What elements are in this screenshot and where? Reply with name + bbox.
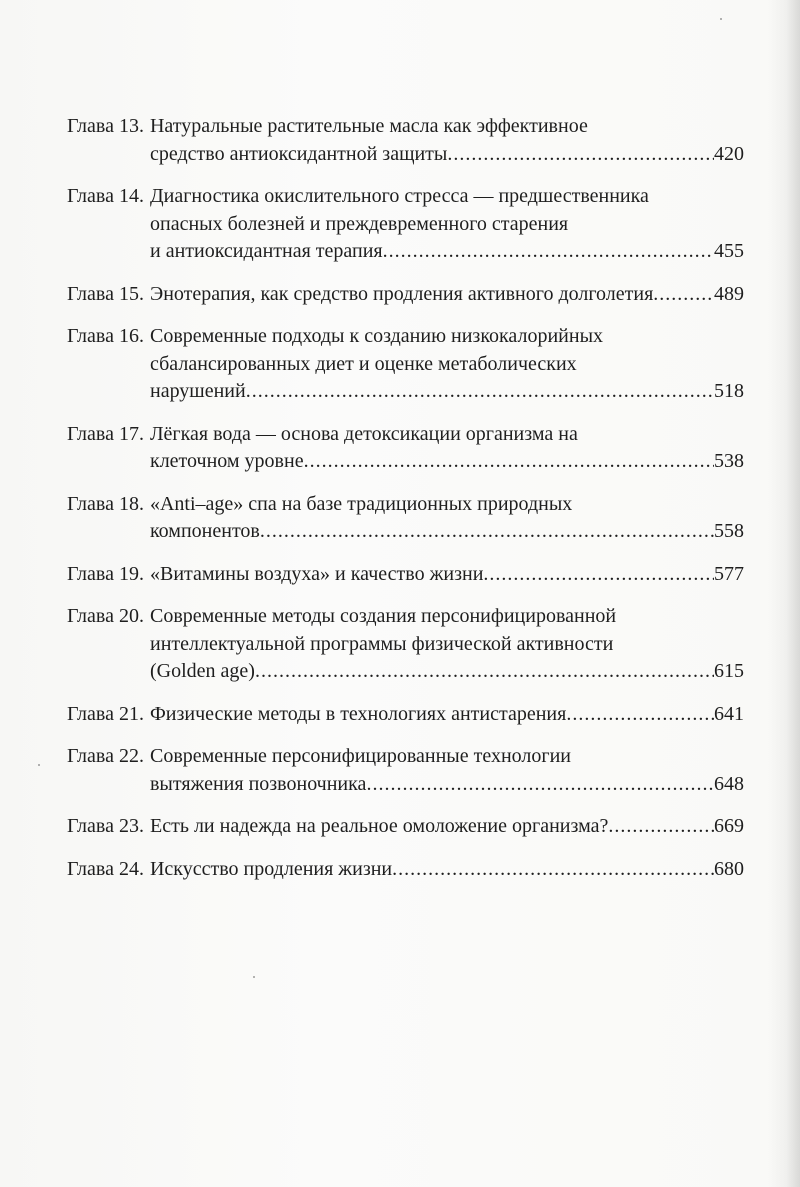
title-line-with-page: [150, 281, 744, 309]
title-line: сбалансированных диет и оценке метаболических: [149, 352, 577, 375]
toc-entry[interactable]: [67, 323, 744, 406]
dot-leader: [260, 518, 714, 546]
chapter-number: Глава 23.: [67, 815, 144, 837]
title-line-with-page: [150, 378, 744, 406]
title-line: Современные персонифицированные технологии: [149, 745, 571, 767]
page-number: 680: [714, 857, 744, 880]
title-line-with-page: [150, 701, 744, 729]
toc-entry[interactable]: [67, 113, 744, 168]
toc-entry[interactable]: [67, 491, 744, 546]
toc-entry[interactable]: [67, 603, 744, 686]
title-line-with-page: [150, 771, 744, 799]
title-line: Лёгкая вода — основа детоксикации организма на: [149, 422, 578, 445]
dot-leader: [608, 813, 714, 841]
dot-leader: [447, 141, 714, 169]
dot-leader: [566, 701, 714, 729]
toc-entry[interactable]: [67, 813, 744, 841]
dot-leader: [392, 856, 714, 884]
dot-leader: [366, 771, 714, 799]
title-line-with-page: [150, 561, 744, 589]
toc-entry[interactable]: [67, 743, 744, 798]
table-of-contents: [67, 113, 744, 883]
dot-leader: [383, 238, 714, 266]
page-number: 615: [714, 660, 744, 682]
chapter-number: Глава 19.: [67, 562, 144, 585]
chapter-title: [150, 323, 744, 406]
chapter-title: [150, 561, 744, 589]
toc-entry[interactable]: [67, 183, 744, 266]
paper-speck: [720, 18, 722, 20]
chapter-number: Глава 13.: [67, 115, 144, 137]
chapter-number: Глава 18.: [67, 492, 144, 515]
page-edge-shadow: [786, 0, 800, 1187]
chapter-title: [150, 813, 744, 841]
title-line-with-page: [150, 658, 744, 686]
title-line: Современные подходы к созданию низкокалорийных: [149, 325, 604, 347]
title-line: Диагностика окислительного стресса — предшественника: [149, 185, 649, 207]
title-line: опасных болезней и преждевременного старения: [149, 212, 569, 235]
page-number: 669: [714, 815, 744, 837]
chapter-title: [150, 491, 744, 546]
title-line: (Golden age): [149, 660, 255, 682]
page-number: 518: [714, 380, 744, 402]
page-number: 648: [714, 772, 744, 795]
chapter-number: Глава 14.: [67, 185, 144, 207]
chapter-title: [150, 113, 744, 168]
dot-leader: [246, 378, 714, 406]
page-number: 489: [714, 282, 744, 305]
chapter-title: [150, 701, 744, 729]
title-line: Натуральные растительные масла как эффективное: [149, 115, 588, 137]
title-line: «Anti–age» спа на базе традиционных природных: [149, 492, 573, 515]
toc-entry[interactable]: [67, 421, 744, 476]
page-number: 538: [714, 450, 744, 472]
chapter-number: Глава 15.: [67, 282, 144, 305]
dot-leader: [653, 281, 714, 309]
dot-leader: [483, 561, 714, 589]
chapter-title: [150, 183, 744, 266]
chapter-number: Глава 21.: [67, 702, 144, 725]
dot-leader: [255, 658, 714, 686]
chapter-number: Глава 17.: [67, 422, 144, 445]
chapter-number: Глава 24.: [67, 857, 144, 880]
title-line-with-page: [150, 141, 744, 169]
title-line: Энотерапия, как средство продления активного долголетия: [149, 282, 654, 305]
title-line-with-page: [150, 518, 744, 546]
title-line: нарушений: [149, 380, 246, 402]
toc-entry[interactable]: [67, 561, 744, 589]
title-line-with-page: [150, 813, 744, 841]
chapter-number: Глава 22.: [67, 745, 144, 767]
chapter-title: [150, 856, 744, 884]
title-line: Есть ли надежда на реальное омоложение организма?: [149, 815, 609, 837]
page-number: 641: [714, 702, 744, 725]
title-line: интеллектуальной программы физической активности: [149, 632, 614, 655]
title-line: Искусство продления жизни: [149, 857, 393, 880]
page-number: 577: [714, 562, 744, 585]
title-line: средство антиоксидантной защиты: [149, 142, 448, 165]
title-line: компонентов: [149, 520, 260, 542]
chapter-title: [150, 743, 744, 798]
paper-speck: [38, 764, 40, 766]
chapter-title: [150, 603, 744, 686]
chapter-number: Глава 16.: [67, 325, 144, 347]
page-number: 455: [714, 240, 744, 262]
title-line: «Витамины воздуха» и качество жизни: [149, 562, 484, 585]
title-line: Современные методы создания персонифицированной: [149, 605, 617, 627]
page-number: 420: [714, 142, 744, 165]
title-line-with-page: [150, 448, 744, 476]
dot-leader: [304, 448, 714, 476]
page-number: 558: [714, 520, 744, 542]
chapter-title: [150, 421, 744, 476]
chapter-title: [150, 281, 744, 309]
toc-entry[interactable]: [67, 281, 744, 309]
chapter-number: Глава 20.: [67, 605, 144, 627]
title-line: Физические методы в технологиях антистарения: [149, 702, 567, 725]
title-line-with-page: [150, 238, 744, 266]
toc-entry[interactable]: [67, 856, 744, 884]
title-line: и антиоксидантная терапия: [149, 240, 383, 262]
title-line: клеточном уровне: [149, 450, 304, 472]
title-line: вытяжения позвоночника: [149, 772, 367, 795]
title-line-with-page: [150, 856, 744, 884]
toc-entry[interactable]: [67, 701, 744, 729]
paper-speck: [253, 976, 255, 978]
